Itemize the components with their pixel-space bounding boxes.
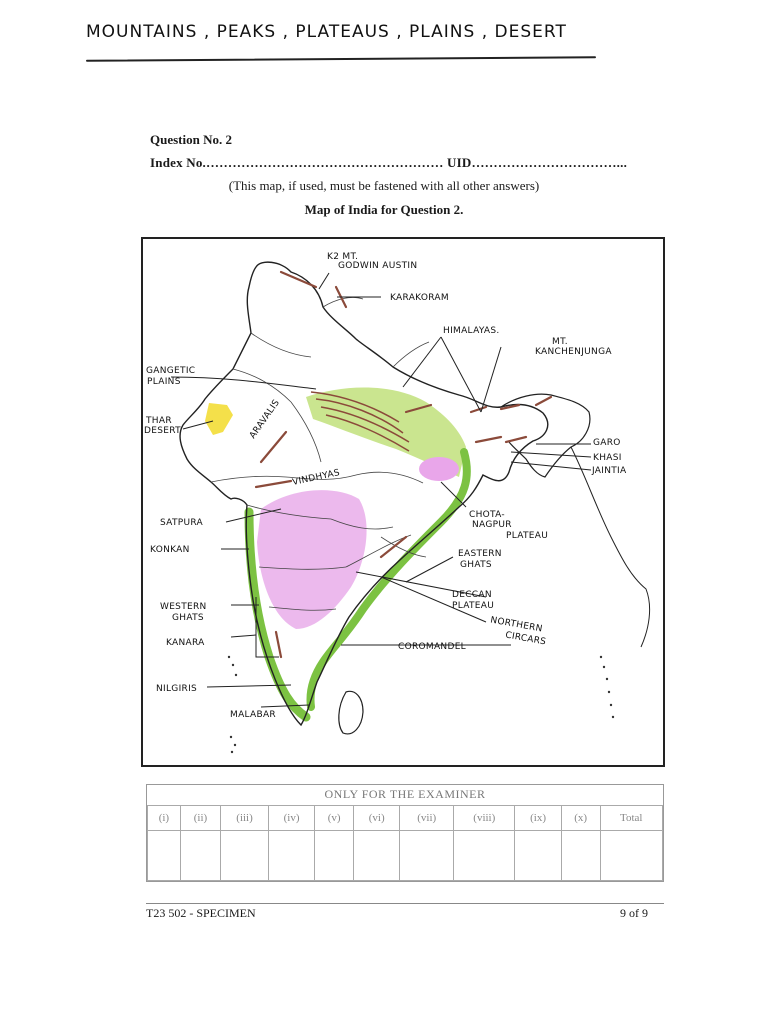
lakshadweep-islands bbox=[228, 656, 237, 753]
examiner-header-row bbox=[148, 806, 663, 831]
mark-cell[interactable] bbox=[180, 831, 220, 881]
mark-cell[interactable] bbox=[148, 831, 181, 881]
label-kanchenjunga-2: KANCHENJUNGA bbox=[535, 347, 612, 357]
mark-cell[interactable] bbox=[454, 831, 515, 881]
index-dots: ……………………………………………… bbox=[205, 155, 444, 170]
label-chota-2: NAGPUR bbox=[472, 520, 512, 530]
label-himalayas: HIMALAYAS. bbox=[443, 326, 500, 336]
question-number: Question No. 2 bbox=[150, 132, 232, 147]
col-ix: (ix) bbox=[515, 806, 561, 831]
col-x: (x) bbox=[561, 806, 600, 831]
label-eastern-ghats-2: GHATS bbox=[460, 560, 492, 570]
col-iii: (iii) bbox=[221, 806, 269, 831]
label-kanara: KANARA bbox=[166, 638, 205, 648]
footer-rule bbox=[146, 903, 664, 904]
label-northern-circars-1: NORTHERN bbox=[489, 615, 544, 635]
examiner-box bbox=[146, 784, 664, 882]
label-satpura: SATPURA bbox=[160, 518, 203, 528]
label-deccan-2: PLATEAU bbox=[452, 601, 495, 611]
label-deccan-1: DECCAN bbox=[452, 590, 492, 600]
examiner-table bbox=[147, 805, 663, 881]
page-heading: MOUNTAINS , PEAKS , PLATEAUS , PLAINS , DESERT bbox=[86, 22, 567, 42]
examiner-marks-row bbox=[148, 831, 663, 881]
uid-label: UID bbox=[443, 155, 472, 170]
page-number: 9 of 9 bbox=[620, 906, 648, 920]
col-vii: (vii) bbox=[400, 806, 454, 831]
eastern-outline bbox=[571, 447, 650, 647]
label-godwin-austin: GODWIN AUSTIN bbox=[338, 261, 418, 271]
heading-underline bbox=[86, 56, 596, 62]
col-v: (v) bbox=[315, 806, 354, 831]
mark-cell[interactable] bbox=[561, 831, 600, 881]
label-gangetic-1: GANGETIC bbox=[146, 366, 196, 376]
mark-cell[interactable] bbox=[515, 831, 561, 881]
chota-nagpur-region bbox=[419, 457, 459, 481]
label-konkan: KONKAN bbox=[150, 545, 190, 555]
index-label: Index No. bbox=[150, 155, 206, 170]
india-map bbox=[141, 237, 665, 767]
label-kanchenjunga-1: MT. bbox=[552, 337, 568, 347]
sri-lanka-outline bbox=[339, 691, 363, 734]
label-thar-1: THAR bbox=[146, 416, 172, 426]
label-malabar: MALABAR bbox=[230, 710, 276, 720]
andaman-islands bbox=[600, 656, 614, 718]
label-eastern-ghats-1: EASTERN bbox=[458, 549, 502, 559]
label-gangetic-2: PLAINS bbox=[147, 377, 181, 387]
col-vi: (vi) bbox=[354, 806, 400, 831]
label-coromandel: COROMANDEL bbox=[398, 642, 466, 652]
examiner-heading: ONLY FOR THE EXAMINER bbox=[324, 787, 486, 801]
mark-cell[interactable] bbox=[268, 831, 314, 881]
label-aravalis: ARAVALIS bbox=[248, 398, 283, 441]
col-i: (i) bbox=[148, 806, 181, 831]
label-karakoram: KARAKORAM bbox=[390, 293, 449, 303]
mark-cell[interactable] bbox=[354, 831, 400, 881]
map-note: (This map, if used, must be fastened with all other answers) bbox=[228, 178, 540, 193]
mark-cell[interactable] bbox=[315, 831, 354, 881]
total-cell[interactable] bbox=[600, 831, 662, 881]
label-nilgiris: NILGIRIS bbox=[156, 684, 198, 694]
label-western-ghats-2: GHATS bbox=[172, 613, 204, 623]
label-garo: GARO bbox=[593, 438, 621, 448]
col-ii: (ii) bbox=[180, 806, 220, 831]
label-chota-1: CHOTA- bbox=[469, 510, 505, 520]
label-k2: K2 MT. bbox=[327, 252, 359, 262]
uid-dots: ……………………………... bbox=[471, 155, 628, 170]
mark-cell[interactable] bbox=[221, 831, 269, 881]
paper-code: T23 502 - SPECIMEN bbox=[146, 906, 256, 920]
map-title: Map of India for Question 2. bbox=[304, 202, 464, 217]
mark-cell[interactable] bbox=[400, 831, 454, 881]
thar-desert-region bbox=[205, 403, 233, 435]
index-uid-row bbox=[150, 155, 627, 171]
col-iv: (iv) bbox=[268, 806, 314, 831]
label-chota-3: PLATEAU bbox=[506, 531, 549, 541]
label-jaintia: JAINTIA bbox=[592, 466, 627, 476]
col-viii: (viii) bbox=[454, 806, 515, 831]
label-northern-circars-2: CIRCARS bbox=[504, 630, 547, 648]
label-western-ghats-1: WESTERN bbox=[160, 602, 207, 612]
col-total: Total bbox=[600, 806, 662, 831]
label-vindhyas: VINDHYAS bbox=[291, 468, 341, 488]
label-thar-2: DESERT bbox=[144, 426, 181, 436]
label-khasi: KHASI bbox=[593, 453, 622, 463]
